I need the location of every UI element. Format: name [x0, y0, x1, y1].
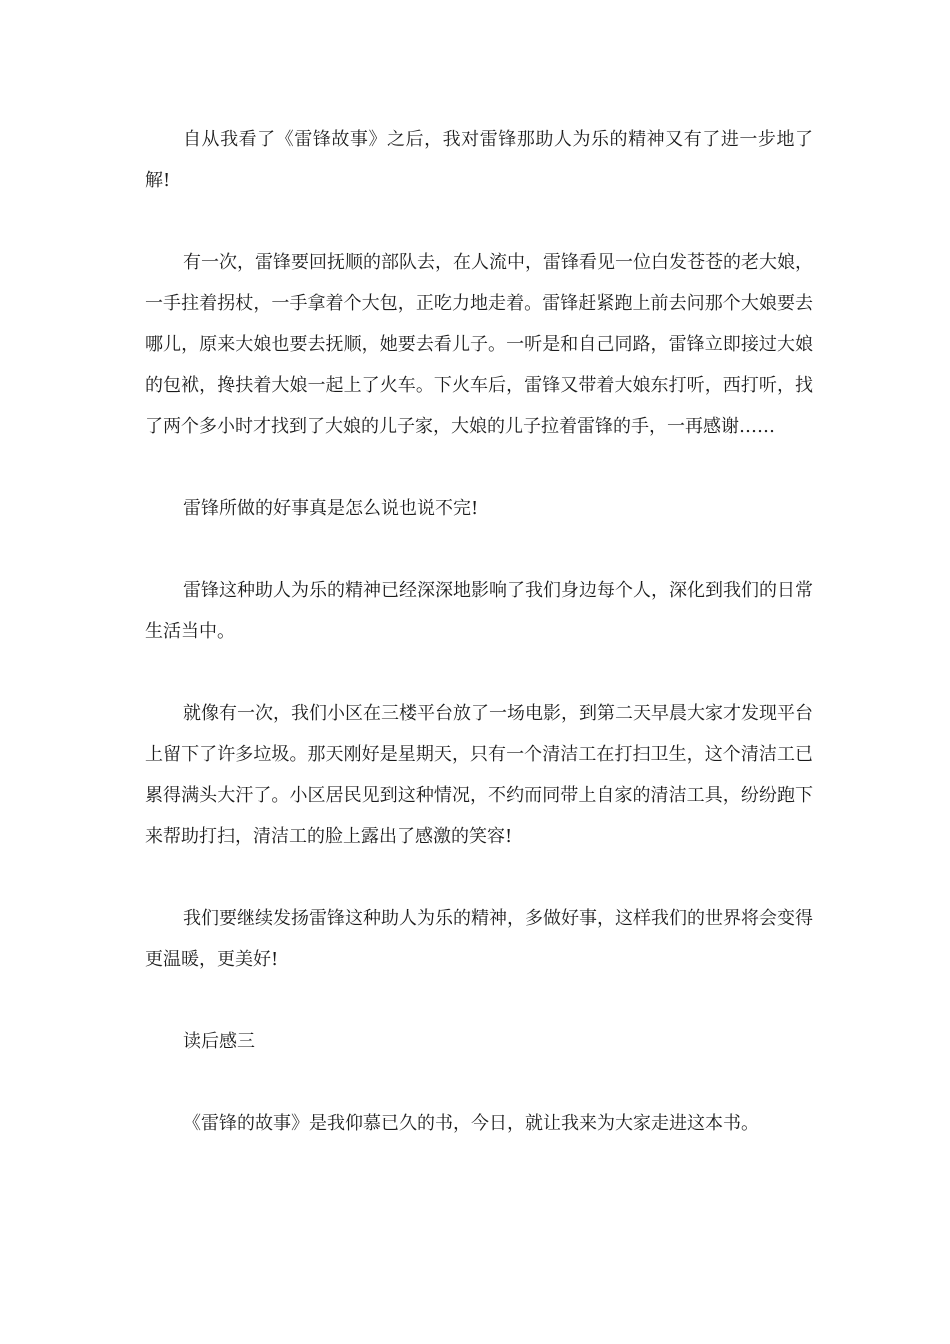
paragraph-story: 有一次，雷锋要回抚顺的部队去，在人流中，雷锋看见一位白发苍苍的老大娘，一手拄着拐杖，一手拿着个大包，正吃力地走着。雷锋赶紧跑上前去问那个大娘要去哪儿，原来大娘也要去抚顺，她要去看儿子。一听是和自己同路，雷锋立即接过大娘的包袱，搀扶着大娘一起上了火车。下火车后，雷锋又带着大娘东打听，西打听，找了两个多小时才找到了大娘的儿子家，大娘的儿子拉着雷锋的手，一再感谢……	[145, 252, 813, 437]
paragraph-community: 就像有一次，我们小区在三楼平台放了一场电影，到第二天早晨大家才发现平台上留下了许多垃圾。那天刚好是星期天，只有一个清洁工在打扫卫生，这个清洁工已累得满头大汗了。小区居民见到这种情况，不约而同带上自家的清洁工具，纷纷跑下来帮助打扫，清洁工的脸上露出了感激的笑容!	[145, 703, 813, 847]
paragraph-intro: 自从我看了《雷锋故事》之后，我对雷锋那助人为乐的精神又有了进一步地了解!	[145, 129, 813, 191]
paragraph-conclusion: 我们要继续发扬雷锋这种助人为乐的精神，多做好事，这样我们的世界将会变得更温暖，更美好!	[145, 908, 813, 970]
paragraph-good-deeds: 雷锋所做的好事真是怎么说也说不完!	[183, 498, 479, 519]
paragraph-influence: 雷锋这种助人为乐的精神已经深深地影响了我们身边每个人，深化到我们的日常生活当中。	[145, 580, 813, 642]
document-body	[145, 119, 813, 1144]
paragraph-section-intro: 《雷锋的故事》是我仰慕已久的书，今日，就让我来为大家走进这本书。	[183, 1113, 759, 1134]
section-heading: 读后感三	[183, 1031, 255, 1052]
